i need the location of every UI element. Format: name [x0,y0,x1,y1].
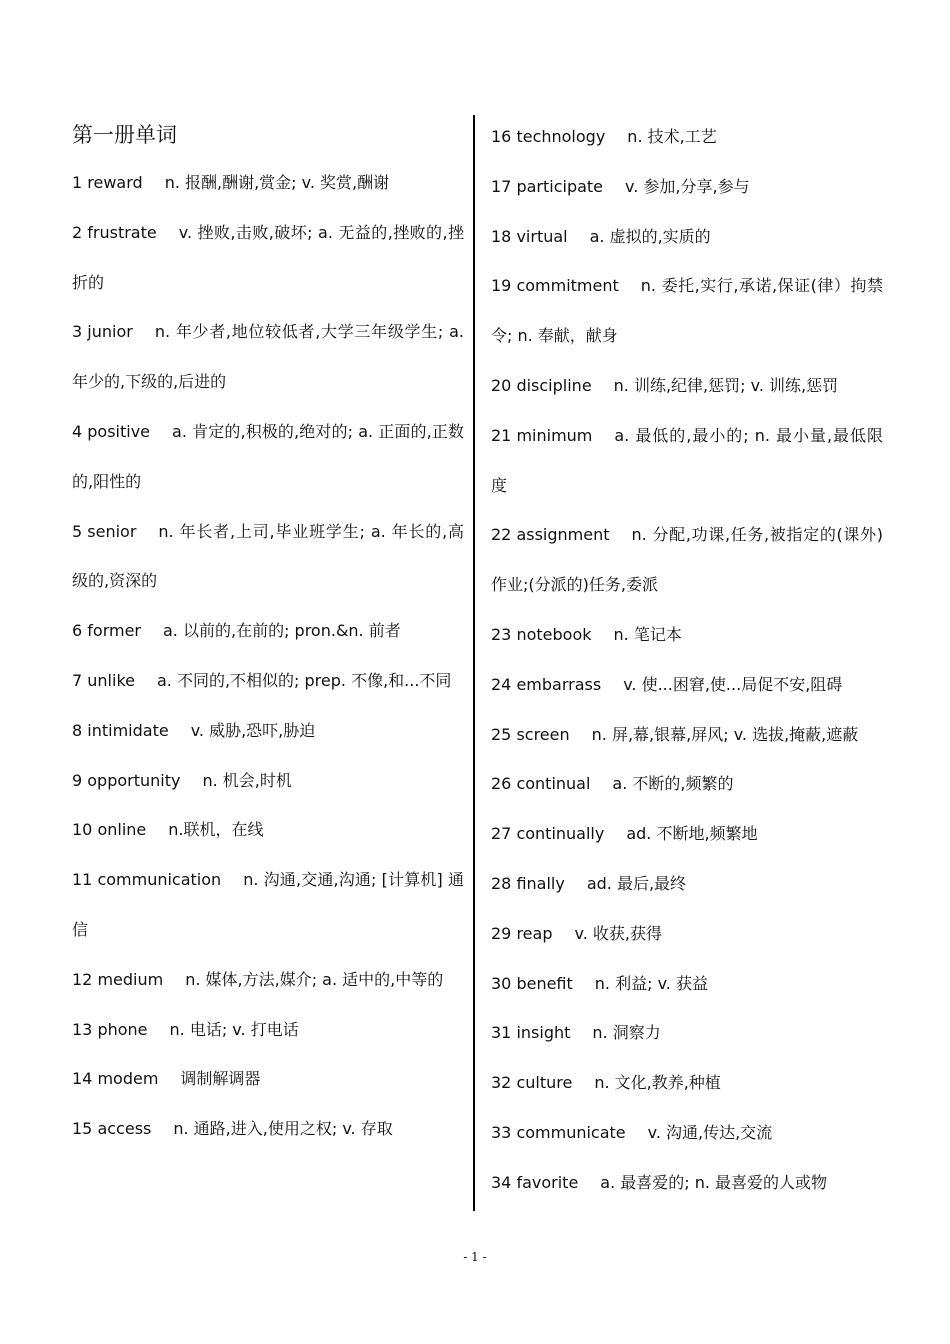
vocab-word: 26 continual [491,774,591,794]
vocab-definition: v. 威胁,恐吓,胁迫 [190,720,316,740]
vocab-word: 24 embarrass [491,674,602,694]
vocab-definition: n. 技术,工艺 [627,127,717,146]
vocab-definition: a. 以前的,在前的; pron.&n. 前者 [163,621,401,641]
vocab-word: 22 assignment [491,525,610,545]
vocab-entry [491,809,883,859]
vocab-entry [72,606,464,656]
page-title: 第一册单词 [72,123,177,147]
vocab-word: 10 online [72,820,147,840]
vocab-word: 13 phone [72,1019,148,1039]
vocab-word: 17 participate [491,176,604,196]
vocab-word: 15 access [72,1119,152,1139]
vocab-entry [72,706,464,756]
left-entry-list [72,158,464,1154]
vocab-entry [72,656,464,706]
vocab-definition: n. 报酬,酬谢,赏金; v. 奖赏,酬谢 [164,173,390,192]
vocab-entry [491,859,883,909]
vocab-word: 29 reap [491,923,553,943]
vocab-word: 18 virtual [491,226,568,246]
vocab-definition: 调制解调器 [180,1069,261,1089]
vocab-entry [491,261,883,361]
vocab-word: 7 unlike [72,670,135,690]
right-column [491,112,883,1208]
vocab-entry [491,610,883,660]
vocab-entry [491,212,883,262]
vocab-word: 1 reward [72,173,143,192]
vocab-entry [72,407,464,507]
vocab-definition: ad. 最后,最终 [586,873,687,893]
vocab-definition: a. 虚拟的,实质的 [589,226,711,246]
vocab-word: 12 medium [72,969,164,989]
vocab-definition: a. 不断的,频繁的 [612,774,734,794]
vocab-definition: n. 分配,功课,任务,被指定的(课外)作业;(分派的)任务,委派 [491,525,883,595]
vocab-definition: a. 最低的,最小的; n. 最小量,最低限度 [491,425,883,495]
vocab-entry [72,805,464,855]
vocab-entry [72,507,464,607]
left-column [72,112,464,1154]
vocab-entry [491,909,883,959]
vocab-word: 16 technology [491,127,606,146]
vocab-definition: n. 媒体,方法,媒介; a. 适中的,中等的 [185,969,444,989]
vocab-entry [491,1158,883,1208]
column-divider [473,115,475,1211]
vocab-definition: v. 使...困窘,使...局促不安,阻碍 [623,674,843,694]
vocab-definition: n. 年长者,上司,毕业班学生; a. 年长的,高级的,资深的 [72,521,464,591]
vocab-entry [491,1008,883,1058]
vocab-definition: n. 文化,教养,种植 [594,1073,721,1093]
vocab-word: 2 frustrate [72,222,157,242]
vocab-word: 33 communicate [491,1122,626,1142]
vocab-entry [491,660,883,710]
vocab-word: 31 insight [491,1023,571,1043]
vocab-word: 34 favorite [491,1172,579,1192]
vocab-definition: n. 沟通,交通,沟通; [计算机] 通信 [72,870,464,939]
vocab-definition: n. 屏,幕,银幕,屏风; v. 选拔,掩蔽,遮蔽 [591,724,859,744]
vocab-definition: v. 沟通,传达,交流 [647,1122,773,1142]
vocab-definition: n. 委托,实行,承诺,保证(律）拘禁令; n. 奉献，献身 [491,276,883,346]
vocab-entry [72,1054,464,1104]
right-entry-list [491,112,883,1208]
vocab-word: 14 modem [72,1069,159,1089]
vocab-definition: n. 洞察力 [592,1023,661,1043]
vocab-word: 4 positive [72,421,151,441]
vocab-definition: n. 利益; v. 获益 [594,973,708,993]
vocab-entry [72,756,464,806]
vocab-word: 32 culture [491,1073,573,1093]
vocab-word: 25 screen [491,724,570,744]
vocab-word: 19 commitment [491,276,619,296]
vocab-definition: n. 通路,进入,使用之权; v. 存取 [173,1119,393,1139]
vocab-entry [72,955,464,1005]
vocab-definition: n. 机会,时机 [202,770,292,790]
vocab-definition: n. 训练,纪律,惩罚; v. 训练,惩罚 [613,375,839,395]
vocab-definition: n. 笔记本 [613,624,682,644]
vocab-definition: a. 肯定的,积极的,绝对的; a. 正面的,正数的,阳性的 [72,421,464,491]
vocab-entry [72,307,464,407]
vocab-word: 21 minimum [491,425,593,445]
vocab-entry [72,158,464,208]
vocab-word: 30 benefit [491,973,573,993]
vocab-entry [72,208,464,308]
vocab-entry [72,1005,464,1055]
vocab-entry [491,411,883,511]
vocab-entry [491,759,883,809]
vocab-word: 27 continually [491,824,605,844]
vocab-word: 28 finally [491,873,565,893]
page-number: - 1 - [463,1250,487,1264]
vocab-entry [491,1108,883,1158]
vocab-definition: a. 最喜爱的; n. 最喜爱的人或物 [600,1172,828,1192]
vocab-definition: v. 收获,获得 [574,923,662,943]
vocab-entry [491,162,883,212]
vocab-entry [491,510,883,610]
vocab-word: 20 discipline [491,375,592,395]
vocab-definition: v. 参加,分享,参与 [625,176,750,196]
vocab-definition: ad. 不断地,频繁地 [626,824,758,844]
vocab-word: 11 communication [72,870,222,890]
vocab-definition: v. 挫败,击败,破坏; a. 无益的,挫败的,挫折的 [72,222,464,292]
vocab-entry [72,1104,464,1154]
vocab-word: 6 former [72,621,141,641]
vocab-entry [491,112,883,162]
vocab-definition: a. 不同的,不相似的; prep. 不像,和...不同 [156,670,452,690]
vocab-definition: n.联机，在线 [168,820,264,840]
vocab-definition: n. 电话; v. 打电话 [169,1019,299,1039]
vocab-word: 3 junior [72,322,133,342]
vocab-word: 9 opportunity [72,770,181,790]
vocab-entry [491,710,883,760]
vocab-word: 5 senior [72,521,137,541]
vocab-definition: n. 年少者,地位较低者,大学三年级学生; a. 年少的,下级的,后进的 [72,322,464,392]
vocab-entry [72,855,464,955]
vocab-entry [491,1058,883,1108]
vocab-entry [491,959,883,1009]
vocab-entry [491,361,883,411]
vocab-word: 8 intimidate [72,720,169,740]
vocab-word: 23 notebook [491,624,592,644]
